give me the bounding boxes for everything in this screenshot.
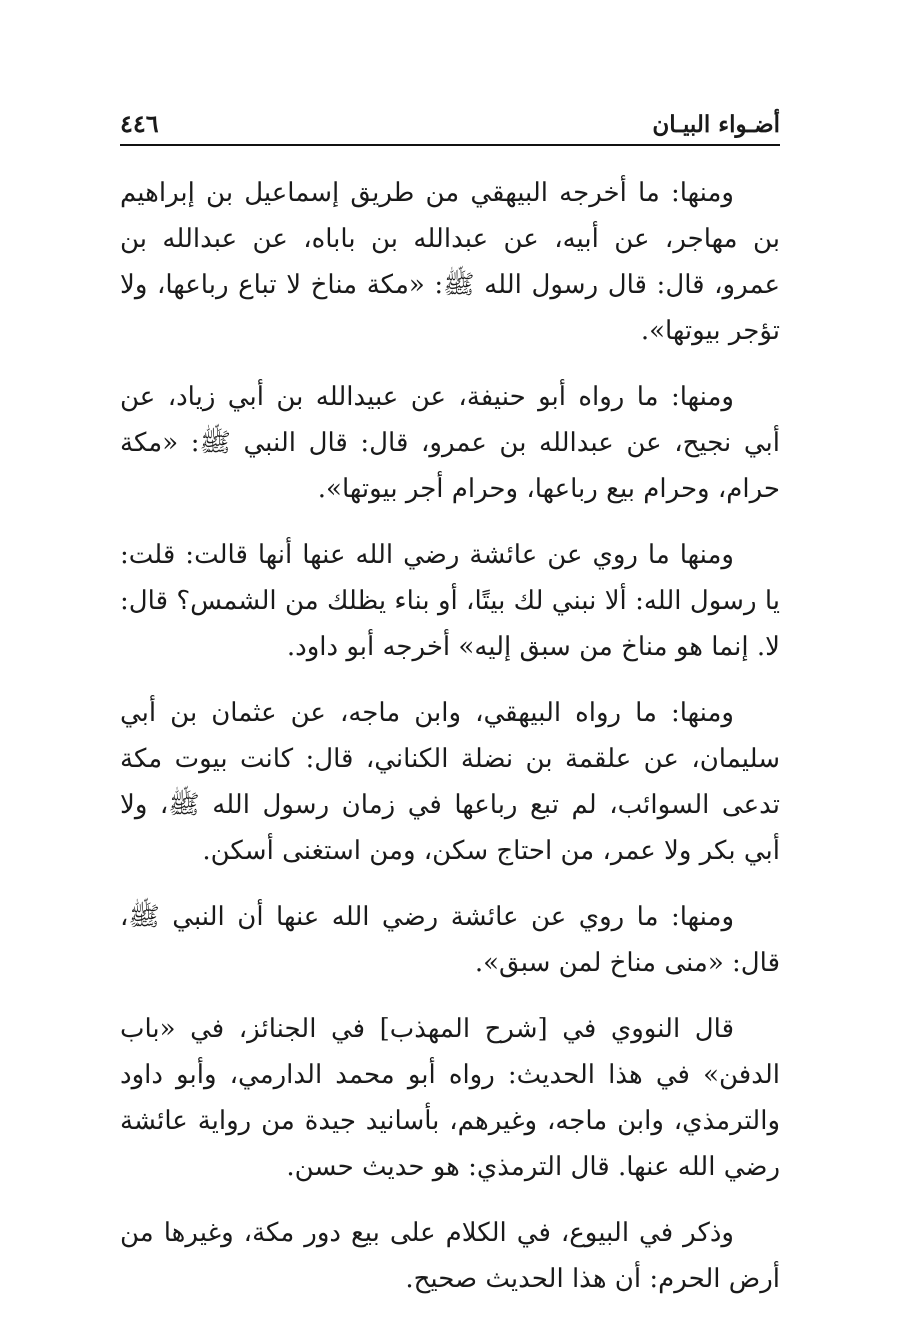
paragraph: ومنها: ما رواه أبو حنيفة، عن عبيدالله بن أبي زياد، عن أبي نجيح، عن عبدالله بن عمرو، قال: قال النبي ﷺ: «مكة حرام، وحرام بيع رباعها، وحرام أجر بيوتها». [120, 382, 780, 504]
paragraph: ومنها: ما روي عن عائشة رضي الله عنها أن النبي ﷺ، قال: «منى مناخ لمن سبق». [120, 902, 780, 978]
page-header [120, 104, 780, 146]
paragraph: ومنها ما روي عن عائشة رضي الله عنها أنها قالت: قلت: يا رسول الله: ألا نبني لك بيتًا، أو بناء يظلك من الشمس؟ قال: لا. إنما هو مناخ من سبق إليه» أخرجه أبو داود. [120, 540, 780, 662]
page-body [120, 170, 780, 1322]
paragraph: ومنها: ما أخرجه البيهقي من طريق إسماعيل بن إبراهيم بن مهاجر، عن أبيه، عن عبدالله بن باباه، عن عبدالله بن عمرو، قال: قال رسول الله ﷺ: «مكة مناخ لا تباع رباعها، ولا تؤجر بيوتها». [120, 178, 780, 346]
page-number: ٤٤٦ [120, 109, 159, 138]
paragraph: ومنها: ما رواه البيهقي، وابن ماجه، عن عثمان بن أبي سليمان، عن علقمة بن نضلة الكناني، قال: كانت بيوت مكة تدعى السوائب، لم تبع رباعها في زمان رسول الله ﷺ، ولا أبي بكر ولا عمر، من احتاج سكن، ومن استغنى أسكن. [120, 698, 780, 866]
paragraph: قال النووي في [شرح المهذب] في الجنائز، في «باب الدفن» في هذا الحديث: رواه أبو محمد الدارمي، وأبو داود والترمذي، وابن ماجه، وغيرهم، بأسانيد جيدة من رواية عائشة رضي الله عنها. قال الترمذي: هو حديث حسن. [120, 1014, 780, 1182]
paragraph: وذكر في البيوع، في الكلام على بيع دور مكة، وغيرها من أرض الحرم: أن هذا الحديث صحيح. [120, 1218, 780, 1294]
book-title: أضـواء البيـان [652, 111, 780, 138]
